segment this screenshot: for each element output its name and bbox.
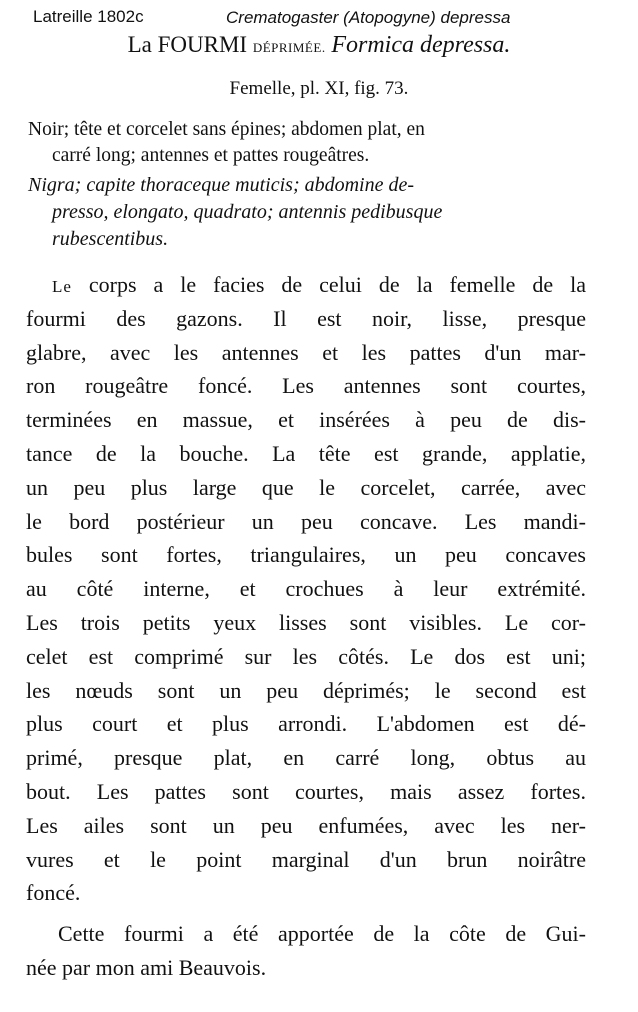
- title-latin: Formica depressa.: [331, 32, 511, 58]
- body-line: Les trois petits yeux lisses sont visibles. Le cor-: [26, 609, 586, 635]
- body-line: celet est comprimé sur les côtés. Le dos est uni;: [26, 643, 586, 669]
- body-line: Les ailes sont un peu enfumées, avec les ner-: [26, 812, 586, 838]
- closing-paragraph: [26, 917, 586, 985]
- body-line: bout. Les pattes sont courtes, mais assez fortes.: [26, 778, 586, 804]
- closing-line: Cette fourmi a été apportée de la côte de Gui-: [58, 921, 586, 946]
- body-line: ron rougeâtre foncé. Les antennes sont courtes,: [26, 373, 586, 399]
- body-line: plus court et plus arrondi. L'abdomen est dé-: [26, 711, 586, 737]
- diagnosis-line: rubescentibus.: [52, 228, 169, 250]
- body-line: primé, presque plat, en carré long, obtus au: [26, 745, 586, 771]
- body-line: fourmi des gazons. Il est noir, lisse, presque: [26, 305, 586, 331]
- body-line: vures et le point marginal d'un brun noirâtre: [26, 846, 586, 872]
- diagnosis-line: Nigra; capite thoraceque muticis; abdomine de-: [28, 174, 415, 196]
- title-small-caps: DÉPRIMÉE.: [252, 40, 326, 55]
- plate-reference: Femelle, pl. XI, fig. 73.: [229, 78, 409, 99]
- title-prefix: La FOURMI: [127, 32, 248, 57]
- species-title: [0, 32, 638, 59]
- lead-small-caps: Le: [52, 277, 72, 296]
- body-line: glabre, avec les antennes et les pattes d'un mar-: [26, 339, 586, 365]
- body-line: Le corps a le facies de celui de la femelle de la: [52, 272, 586, 297]
- diagnosis-line: Noir; tête et corcelet sans épines; abdomen plat, en: [28, 119, 425, 140]
- body-line: foncé.: [26, 880, 81, 906]
- body-line: bules sont fortes, triangulaires, un peu concaves: [26, 542, 586, 568]
- source-citation: Latreille 1802c: [33, 7, 144, 26]
- diagnosis-line: carré long; antennes et pattes rougeâtres.: [52, 145, 370, 166]
- diagnosis-latin: [28, 172, 588, 253]
- closing-line: née par mon ami Beauvois.: [26, 955, 267, 980]
- body-line: au côté interne, et crochues à leur extrémité.: [26, 576, 586, 602]
- body-line: les nœuds sont un peu déprimés; le second est: [26, 677, 586, 703]
- body-line: terminées en massue, et insérées à peu de dis-: [26, 407, 586, 433]
- diagnosis-french: [28, 117, 588, 169]
- body-line: tance de la bouche. La tête est grande, applatie,: [26, 440, 586, 466]
- description-paragraph: [26, 268, 586, 910]
- taxon-name: Crematogaster (Atopogyne) depressa: [226, 8, 511, 27]
- diagnosis-line: presso, elongato, quadrato; antennis pedibusque: [52, 201, 443, 223]
- body-line: un peu plus large que le corcelet, carrée, avec: [26, 474, 586, 500]
- body-line: le bord postérieur un peu concave. Les mandi-: [26, 508, 586, 534]
